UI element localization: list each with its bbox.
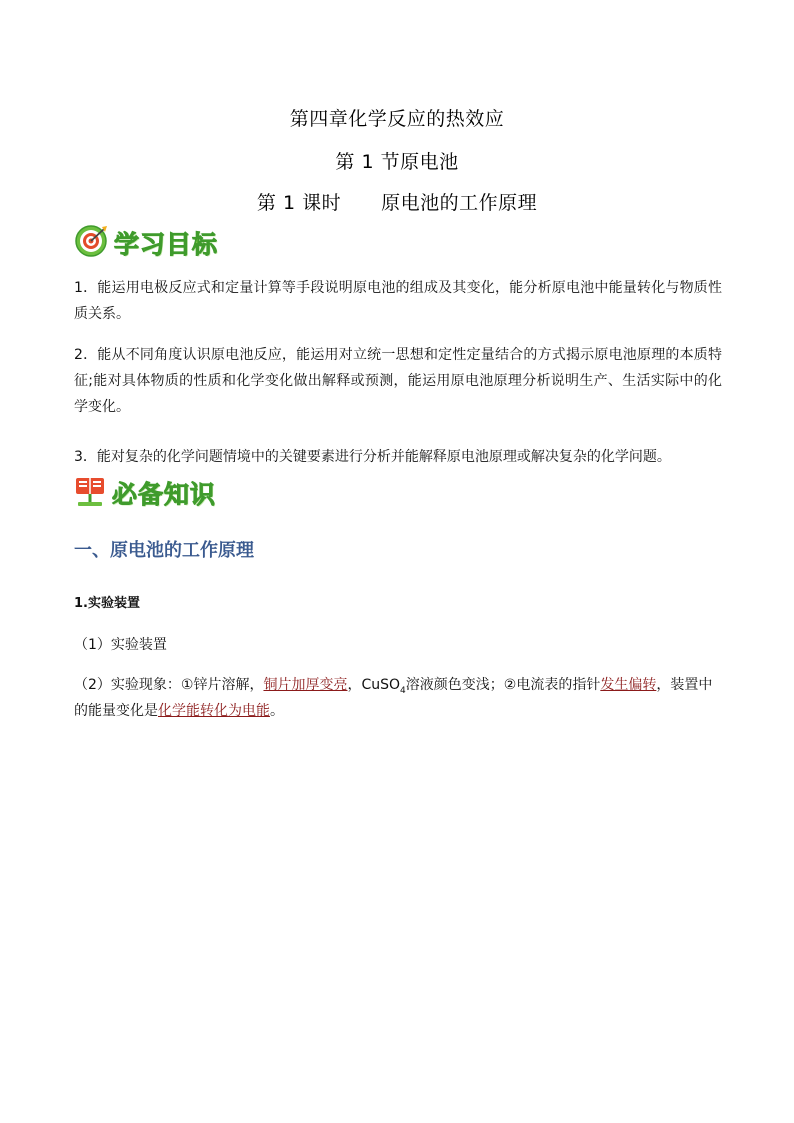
item-1: （1）实验装置	[74, 637, 167, 653]
knowledge-banner-label: 必备知识	[112, 480, 217, 509]
item-2-text-c: 溶液颜色变浅；②电流表的指针	[405, 677, 601, 693]
item-2-text-a: （2）实验现象：①锌片溶解，	[74, 677, 264, 693]
knowledge-banner	[74, 475, 216, 511]
item-2-text-e: 。	[270, 703, 284, 719]
section-heading: 一、原电池的工作原理	[74, 540, 254, 561]
goal-item-3: 3．能对复杂的化学问题情境中的关键要素进行分析并能解释原电池原理或解决复杂的化学问题。	[74, 449, 671, 465]
subsection-heading: 1.实验装置	[74, 596, 140, 611]
item-2-text-d: ，装置中的能量变化是	[74, 677, 713, 719]
book-plant-icon	[74, 474, 106, 512]
subscript-4: 4	[400, 685, 406, 696]
item-2	[74, 672, 722, 724]
goals-banner-label: 学习目标	[114, 230, 219, 259]
lesson-number: 第 1 课时	[256, 192, 342, 214]
lesson-title	[0, 188, 794, 215]
answer-blank-1: 铜片加厚变亮	[263, 677, 348, 693]
goal-item-2: 2．能从不同角度认识原电池反应，能运用对立统一思想和定性定量结合的方式揭示原电池原理的本质特征;能对具体物质的性质和化学变化做出解释或预测，能运用原电池原理分析说明生产、生活实际中的化学变化。	[74, 347, 722, 415]
chapter-title: 第四章化学反应的热效应	[289, 108, 505, 130]
answer-blank-2: 发生偏转	[600, 677, 657, 693]
answer-blank-3: 化学能转化为电能	[158, 703, 270, 719]
goals-banner	[74, 225, 218, 261]
section-title: 第 1 节原电池	[335, 151, 459, 173]
lesson-name: 原电池的工作原理	[381, 192, 538, 214]
target-icon	[74, 224, 108, 262]
goal-item-1: 1．能运用电极反应式和定量计算等手段说明原电池的组成及其变化，能分析原电池中能量转化与物质性质关系。	[74, 280, 722, 322]
item-2-text-b: ，CuSO	[347, 677, 401, 693]
